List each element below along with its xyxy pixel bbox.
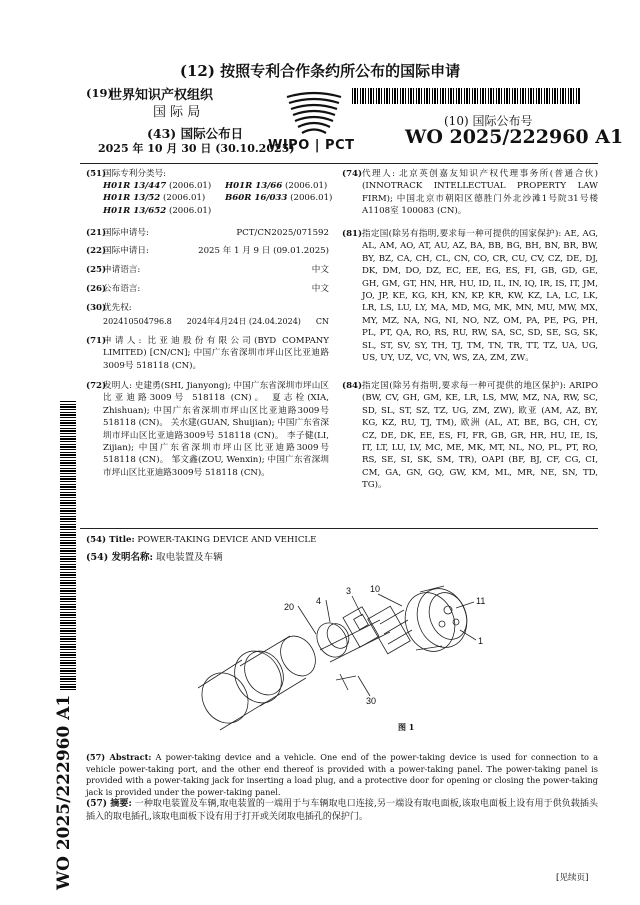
f21-row: 国际申请号: PCT/CN2025/071592 bbox=[103, 228, 329, 238]
f51-title: 国际专利分类号: bbox=[103, 169, 167, 179]
patent-figure bbox=[180, 580, 510, 740]
f25-label: (25) bbox=[86, 265, 107, 275]
f26-row: 公布语言: 中文 bbox=[103, 284, 329, 294]
f51-label: (51) bbox=[86, 169, 107, 179]
pub-no-label: (10) 国际公布号 bbox=[444, 114, 533, 128]
document-title: (12) 按照专利合作条约所公布的国际申请 bbox=[179, 62, 461, 80]
abstract-zh: (57) 摘要: 一种取电装置及车辆,取电装置的一端用于与车辆取电口连接,另一端设有取电面板,该取电面板上设有用于供负载插头插入的取电插孔,该取电面板下设有用于打开或关闭取电插孔的保护门。 bbox=[86, 799, 598, 822]
pub-date-label: (43) 国际公布日 bbox=[147, 126, 244, 141]
barcode-side bbox=[60, 400, 76, 690]
f74-text: 代理人: 北京英创嘉友知识产权代理事务所(普通合伙) (INNOTRACK INTELLECTUAL PROPERTY LAW FIRM); 中国北京市朝阳区德胜门外北沙滩1号院31号楼A1108室 100083 (CN)。 bbox=[362, 169, 598, 217]
f21-label: (21) bbox=[86, 228, 107, 238]
f84-text: 指定国(除另有指明,要求每一种可提供的地区保护): ARIPO (BW, CV, GH, GM, KE, LR, LS, MW, MZ, NA, RW, SC, SD, SL, ST, SZ, TZ, UG, ZM, ZW), 欧亚 (AM, AZ, BY, KG, KZ, RU, TJ, TM), 欧洲 (AL, AT, BE, BG, CH, CY, CZ, DE, DK, EE, ES, FI, FR, GB, GR, HR, HU, IE, IS, IT, LT, LU, LV, MC, ME, MK, MT, NL, NO, PL, PT, RO, RS, SE, SI, SK, SM, TR), OAPI (BF, BJ, CF, CG, CI, CM, GA, GN, GQ, GW, KM, ML, MR, NE, SN, TD, TG)。 bbox=[362, 381, 598, 491]
f22-row: 国际申请日: 2025 年 1 月 9 日 (09.01.2025) bbox=[103, 246, 329, 256]
wipo-pct-text: WIPO | PCT bbox=[268, 138, 355, 153]
ipc-list: H01R 13/447 (2006.01) H01R 13/66 (2006.01) H01R 13/52 (2006.01) B60R 16/033 (2006.01) H01R 13/652 (2006.01) bbox=[103, 181, 333, 216]
side-pub-no: WO 2025/222960 A1 bbox=[54, 694, 74, 890]
f30-row: 202410504796.8 2024年4月24日 (24.04.2024) CN bbox=[103, 317, 329, 326]
title-rule bbox=[80, 528, 598, 529]
f71-label: (71) bbox=[86, 336, 107, 346]
f30-label: (30) bbox=[86, 303, 107, 313]
wipo-logo-icon bbox=[283, 91, 345, 137]
header-rule bbox=[80, 163, 598, 164]
f72-label: (72) bbox=[86, 381, 107, 391]
f81-label: (81) bbox=[342, 229, 363, 239]
org-name: 世界知识产权组织 bbox=[109, 88, 214, 103]
f22-label: (22) bbox=[86, 246, 107, 256]
callout-3: 3 bbox=[346, 586, 352, 596]
f74-label: (74) bbox=[342, 169, 363, 179]
f81-text: 指定国(除另有指明,要求每一种可提供的国家保护): AE, AG, AL, AM, AO, AT, AU, AZ, BA, BB, BG, BH, BN, BR, BW, BY, BZ, CA, CH, CL, CN, CO, CR, CU, CV, CZ, DE, DJ, DK, DM, DO, DZ, EC, EE, EG, ES, FI, GB, GD, GE, GH, GM, GT, HN, HR, HU, ID, IL, IN, IQ, IR, IS, IT, JM, JO, JP, KE, KG, KH, KN, KP, KR, KW, KZ, LA, LC, LK, LR, LS, LU, LY, MA, MD, MG, MK, MN, MU, MW, MX, MY, MZ, NA, NG, NI, NO, NZ, OM, PA, PE, PG, PH, PL, PT, QA, RO, RS, RU, RW, SA, SC, SD, SE, SG, SK, SL, ST, SV, SY, TH, TJ, TM, TN, TR, TT, TZ, UA, UG, US, UY, UZ, VC, VN, WS, ZA, ZM, ZW。 bbox=[362, 229, 598, 364]
abstract-en: (57) Abstract: A power-taking device and a vehicle. One end of the power-taking device is used for connection to a vehicle power-taking port, and the other end thereof is provided with a power-taking panel. The power-taking panel is provided with a power-taking jack for inserting a load plug, and a protective door for opening or closing the power-taking jack is provided under the power-taking panel. bbox=[86, 752, 598, 797]
f30-title: 优先权: bbox=[103, 303, 132, 313]
continued-footer: [见续页] bbox=[556, 873, 589, 883]
pub-no: WO 2025/222960 A1 bbox=[405, 126, 624, 148]
f84-label: (84) bbox=[342, 381, 363, 391]
f25-row: 申请语言: 中文 bbox=[103, 265, 329, 275]
f26-label: (26) bbox=[86, 284, 107, 294]
title-zh: (54) 发明名称: 取电装置及车辆 bbox=[86, 552, 223, 563]
callout-11: 11 bbox=[476, 596, 486, 606]
barcode-top bbox=[352, 88, 580, 104]
org-label: (19) bbox=[86, 86, 113, 100]
callout-30: 30 bbox=[366, 696, 377, 706]
callout-4: 4 bbox=[316, 596, 322, 606]
callout-20: 20 bbox=[284, 602, 295, 612]
f71-text: 申请人: 比亚迪股份有限公司(BYD COMPANY LIMITED) [CN/CN]; 中国广东省深圳市坪山区比亚迪路3009号 518118 (CN)。 bbox=[103, 336, 329, 371]
callout-1: 1 bbox=[478, 636, 484, 646]
figure-caption: 图 1 bbox=[398, 722, 415, 732]
title-en: (54) Title: POWER-TAKING DEVICE AND VEHICLE bbox=[86, 535, 317, 545]
org-sub: 国 际 局 bbox=[153, 105, 201, 120]
f72-text: 发明人: 史建勇(SHI, Jianyong); 中国广东省深圳市坪山区比亚迪路3009号 518118 (CN)。 夏志栓(XIA, Zhishuan); 中国广东省深圳市坪山区比亚迪路3009号 518118 (CN)。 关水建(GUAN, Shuijian); 中国广东省深圳市坪山区比亚迪路3009号 518118 (CN)。 李子健(LI, Zijian); 中国广东省深圳市坪山区比亚迪路3009号 518118 (CN)。 邹文鑫(ZOU, Wenxin); 中国广东省深圳市坪山区比亚迪路3009号 518118 (CN)。 bbox=[103, 381, 329, 478]
pub-date: 2025 年 10 月 30 日 (30.10.2025) bbox=[98, 142, 295, 155]
callout-10: 10 bbox=[370, 584, 381, 594]
